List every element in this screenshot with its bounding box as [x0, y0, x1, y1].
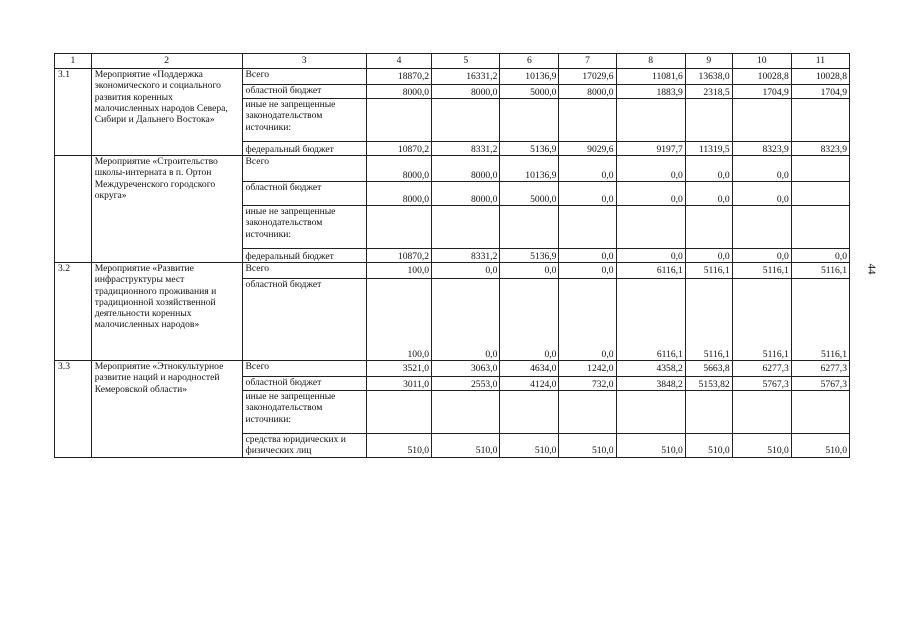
- value-cell: 510,0: [500, 434, 559, 458]
- value-cell: 18870,2: [366, 69, 431, 85]
- section-id-cell: 3.2: [55, 263, 92, 361]
- source-cell: Всего: [242, 361, 366, 377]
- value-cell: 0,0: [559, 279, 616, 361]
- section-id-cell: 3.1: [55, 69, 92, 156]
- value-cell: 8323,9: [791, 142, 849, 156]
- value-cell: 0,0: [432, 279, 500, 361]
- value-cell: 510,0: [685, 434, 732, 458]
- table-body: [55, 54, 850, 458]
- value-cell: [366, 391, 431, 434]
- value-cell: 0,0: [791, 249, 849, 263]
- value-cell: [685, 99, 732, 142]
- value-cell: 3063,0: [432, 361, 500, 377]
- value-cell: 0,0: [500, 263, 559, 279]
- value-cell: 10028,8: [791, 69, 849, 85]
- value-cell: 510,0: [559, 434, 616, 458]
- value-cell: 510,0: [791, 434, 849, 458]
- source-cell: областной бюджет: [242, 377, 366, 391]
- value-cell: 5116,1: [685, 279, 732, 361]
- header-cell: 4: [366, 54, 431, 69]
- value-cell: 11319,5: [685, 142, 732, 156]
- value-cell: 8000,0: [366, 182, 431, 206]
- value-cell: [791, 156, 849, 182]
- value-cell: 4124,0: [500, 377, 559, 391]
- page-number: 44: [865, 263, 878, 275]
- value-cell: 5116,1: [791, 263, 849, 279]
- value-cell: 5136,9: [500, 249, 559, 263]
- value-cell: 0,0: [616, 156, 685, 182]
- value-cell: 8331,2: [432, 142, 500, 156]
- value-cell: [500, 391, 559, 434]
- value-cell: 8000,0: [366, 156, 431, 182]
- value-cell: 0,0: [559, 263, 616, 279]
- value-cell: 5663,8: [685, 361, 732, 377]
- section-id-cell: [55, 156, 92, 263]
- header-cell: 8: [616, 54, 685, 69]
- source-cell: федеральный бюджет: [242, 142, 366, 156]
- value-cell: [791, 99, 849, 142]
- value-cell: 100,0: [366, 263, 431, 279]
- value-cell: 510,0: [432, 434, 500, 458]
- value-cell: 0,0: [685, 156, 732, 182]
- table-row: [55, 263, 850, 279]
- value-cell: 2318,5: [685, 85, 732, 99]
- value-cell: 1242,0: [559, 361, 616, 377]
- value-cell: 0,0: [732, 156, 791, 182]
- source-cell: областной бюджет: [242, 279, 366, 361]
- value-cell: 8000,0: [366, 85, 431, 99]
- value-cell: 0,0: [500, 279, 559, 361]
- value-cell: 5116,1: [685, 263, 732, 279]
- value-cell: [559, 206, 616, 249]
- value-cell: [366, 206, 431, 249]
- value-cell: [432, 391, 500, 434]
- value-cell: 3848,2: [616, 377, 685, 391]
- value-cell: 17029,6: [559, 69, 616, 85]
- value-cell: 0,0: [559, 249, 616, 263]
- value-cell: 0,0: [616, 249, 685, 263]
- value-cell: [559, 391, 616, 434]
- section-name-cell: Мероприятие «Этнокультурное развитие наций и народностей Кемеровской области»: [91, 361, 242, 458]
- value-cell: 9029,6: [559, 142, 616, 156]
- table-row: [55, 156, 850, 182]
- value-cell: 5767,3: [732, 377, 791, 391]
- source-cell: областной бюджет: [242, 182, 366, 206]
- value-cell: 3521,0: [366, 361, 431, 377]
- section-name-cell: Мероприятие «Строительство школы-интерната в п. Ортон Междуреченского городского округа»: [91, 156, 242, 263]
- value-cell: 11081,6: [616, 69, 685, 85]
- header-row: [55, 54, 850, 69]
- header-cell: 6: [500, 54, 559, 69]
- value-cell: 6277,3: [732, 361, 791, 377]
- value-cell: 5136,9: [500, 142, 559, 156]
- value-cell: 510,0: [616, 434, 685, 458]
- value-cell: 100,0: [366, 279, 431, 361]
- value-cell: 13638,0: [685, 69, 732, 85]
- value-cell: 0,0: [685, 249, 732, 263]
- value-cell: [432, 99, 500, 142]
- source-cell: Всего: [242, 69, 366, 85]
- source-cell: Всего: [242, 156, 366, 182]
- value-cell: 4634,0: [500, 361, 559, 377]
- value-cell: 1704,9: [732, 85, 791, 99]
- value-cell: [732, 206, 791, 249]
- source-cell: областной бюджет: [242, 85, 366, 99]
- header-cell: 3: [242, 54, 366, 69]
- value-cell: [791, 206, 849, 249]
- header-cell: 2: [91, 54, 242, 69]
- value-cell: 9197,7: [616, 142, 685, 156]
- value-cell: 6116,1: [616, 263, 685, 279]
- value-cell: 0,0: [559, 156, 616, 182]
- value-cell: 8323,9: [732, 142, 791, 156]
- value-cell: [732, 99, 791, 142]
- value-cell: 1883,9: [616, 85, 685, 99]
- value-cell: 3011,0: [366, 377, 431, 391]
- source-cell: федеральный бюджет: [242, 249, 366, 263]
- value-cell: 5116,1: [732, 263, 791, 279]
- value-cell: 0,0: [432, 263, 500, 279]
- header-cell: 11: [791, 54, 849, 69]
- value-cell: 5000,0: [500, 182, 559, 206]
- value-cell: 5767,3: [791, 377, 849, 391]
- value-cell: 8000,0: [432, 85, 500, 99]
- value-cell: 16331,2: [432, 69, 500, 85]
- value-cell: [366, 99, 431, 142]
- budget-table: [54, 53, 850, 458]
- source-cell: Всего: [242, 263, 366, 279]
- value-cell: 732,0: [559, 377, 616, 391]
- header-cell: 7: [559, 54, 616, 69]
- value-cell: 2553,0: [432, 377, 500, 391]
- source-cell: средства юридических и физических лиц: [242, 434, 366, 458]
- value-cell: [732, 391, 791, 434]
- value-cell: 510,0: [732, 434, 791, 458]
- value-cell: [500, 206, 559, 249]
- value-cell: 5116,1: [732, 279, 791, 361]
- value-cell: 5116,1: [791, 279, 849, 361]
- value-cell: [616, 99, 685, 142]
- section-id-cell: 3.3: [55, 361, 92, 458]
- header-cell: 9: [685, 54, 732, 69]
- source-cell: иные не запрещенные законодательством источники:: [242, 99, 366, 142]
- value-cell: [685, 206, 732, 249]
- value-cell: 10870,2: [366, 249, 431, 263]
- value-cell: 4358,2: [616, 361, 685, 377]
- section-name-cell: Мероприятие «Поддержка экономического и социального развития коренных малочисленных народов Севера, Сибири и Дальнего Востока»: [91, 69, 242, 156]
- value-cell: [685, 391, 732, 434]
- value-cell: 0,0: [616, 182, 685, 206]
- value-cell: 10870,2: [366, 142, 431, 156]
- value-cell: [616, 206, 685, 249]
- value-cell: 1704,9: [791, 85, 849, 99]
- header-cell: 10: [732, 54, 791, 69]
- value-cell: 5153,82: [685, 377, 732, 391]
- value-cell: 0,0: [732, 249, 791, 263]
- value-cell: 8331,2: [432, 249, 500, 263]
- value-cell: 0,0: [685, 182, 732, 206]
- value-cell: 8000,0: [559, 85, 616, 99]
- value-cell: 5000,0: [500, 85, 559, 99]
- value-cell: [791, 182, 849, 206]
- value-cell: 8000,0: [432, 182, 500, 206]
- table-row: [55, 361, 850, 377]
- value-cell: [559, 99, 616, 142]
- value-cell: 0,0: [732, 182, 791, 206]
- value-cell: 6277,3: [791, 361, 849, 377]
- source-cell: иные не запрещенные законодательством источники:: [242, 391, 366, 434]
- value-cell: 510,0: [366, 434, 431, 458]
- header-cell: 1: [55, 54, 92, 69]
- value-cell: 8000,0: [432, 156, 500, 182]
- value-cell: 6116,1: [616, 279, 685, 361]
- value-cell: [616, 391, 685, 434]
- value-cell: [500, 99, 559, 142]
- section-name-cell: Мероприятие «Развитие инфраструктуры мест традиционного проживания и традиционной хозяйственной деятельности коренных малочисленных народов»: [91, 263, 242, 361]
- value-cell: 10136,9: [500, 69, 559, 85]
- value-cell: 10136,9: [500, 156, 559, 182]
- value-cell: 10028,8: [732, 69, 791, 85]
- source-cell: иные не запрещенные законодательством источники:: [242, 206, 366, 249]
- value-cell: 0,0: [559, 182, 616, 206]
- header-cell: 5: [432, 54, 500, 69]
- value-cell: [791, 391, 849, 434]
- table-row: [55, 69, 850, 85]
- value-cell: [432, 206, 500, 249]
